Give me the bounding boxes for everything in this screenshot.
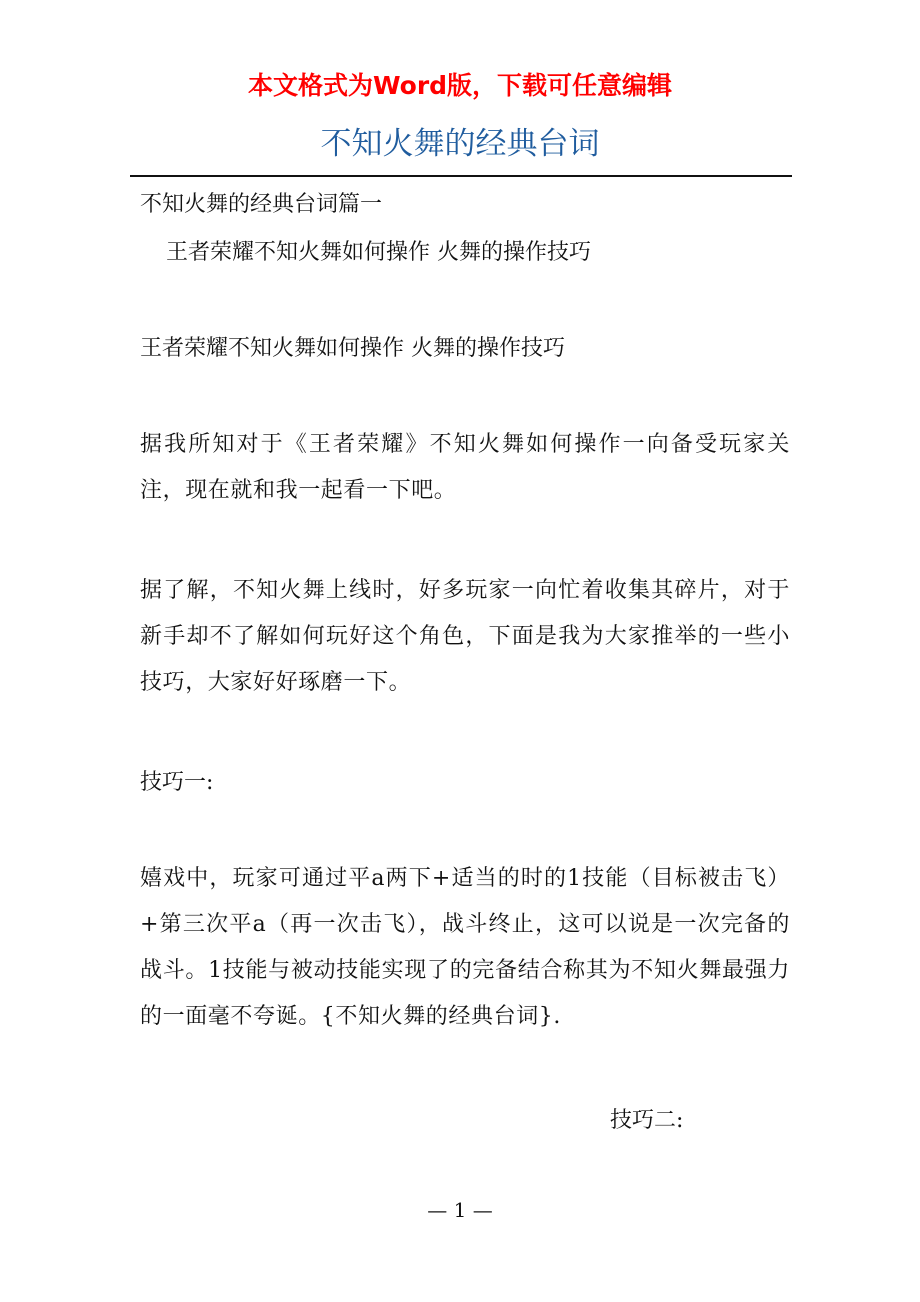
- paragraph-background: 据了解，不知火舞上线时，好多玩家一向忙着收集其碎片，对于新手却不了解如何玩好这个角色，下面是我为大家推举的一些小技巧，大家好好琢磨一下。: [140, 578, 790, 695]
- document-title: 不知火舞的经典台词: [320, 126, 600, 162]
- subheading-indented: 王者荣耀不知火舞如何操作 火舞的操作技巧: [166, 240, 591, 265]
- paragraph-tip-one: 嬉戏中，玩家可通过平a两下+适当的时的1技能（目标被击飞）+第三次平a（再一次击飞），战斗终止，这可以说是一次完备的战斗。1技能与被动技能实现了的完备结合称其为不知火舞最强力的一面毫不夸诞。{不知火舞的经典台词}.: [140, 866, 790, 1029]
- page-number: — 1 —: [427, 1198, 493, 1222]
- subheading: 王者荣耀不知火舞如何操作 火舞的操作技巧: [140, 336, 565, 361]
- format-notice-banner: 本文格式为Word版，下载可任意编辑: [247, 71, 673, 100]
- title-divider: [130, 175, 792, 177]
- section-heading: 不知火舞的经典台词篇一: [140, 192, 383, 217]
- tip-one-label: 技巧一:: [140, 770, 214, 795]
- tip-two-label: 技巧二:: [610, 1108, 684, 1133]
- paragraph-intro: 据我所知对于《王者荣耀》不知火舞如何操作一向备受玩家关注，现在就和我一起看一下吧。: [140, 432, 790, 503]
